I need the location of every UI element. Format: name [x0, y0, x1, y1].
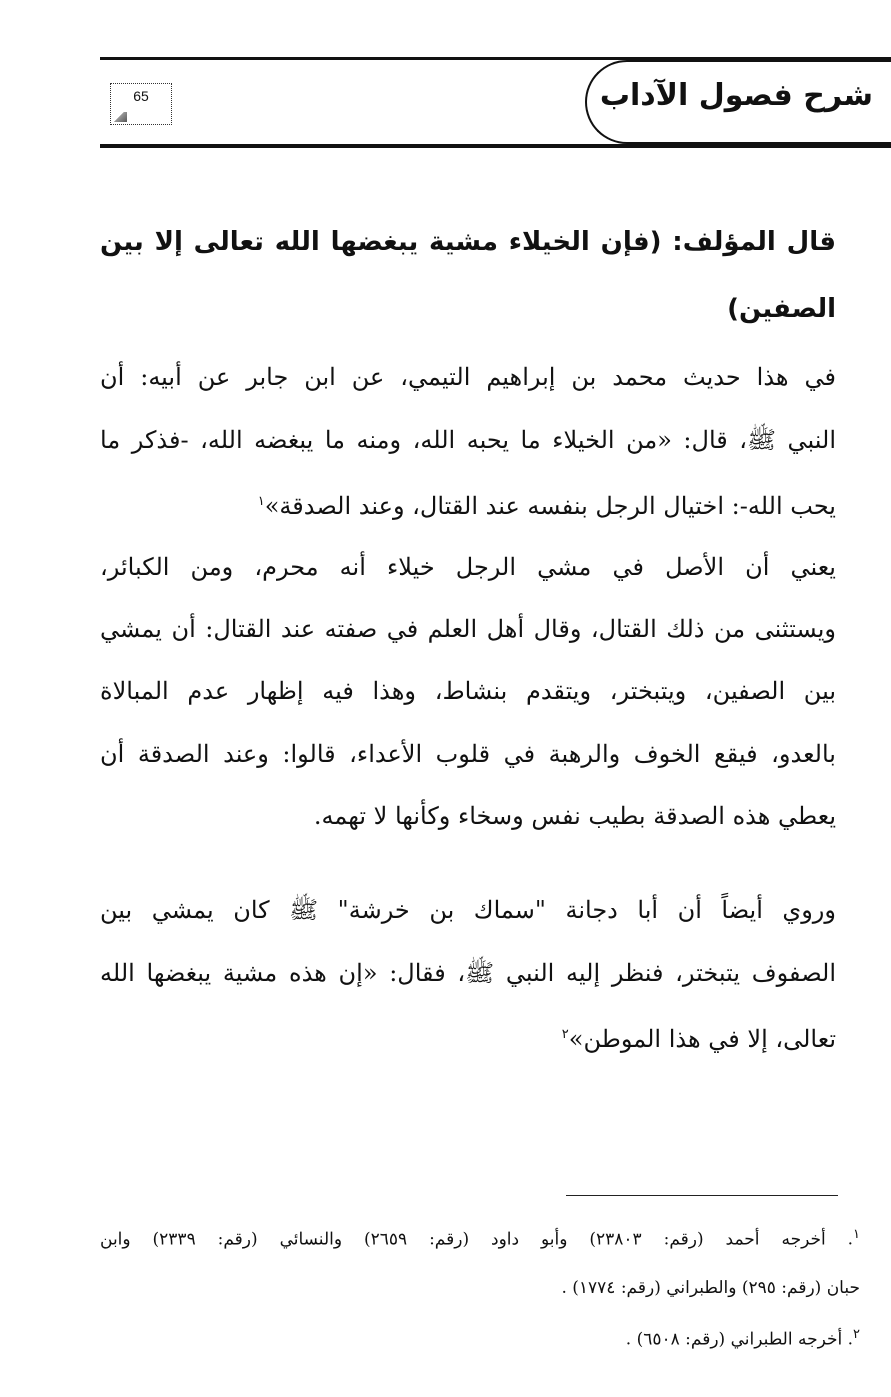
paragraph-2-line-5: يعطي هذه الصدقة بطيب نفس وسخاء وكأنها لا تهمه.	[313, 802, 836, 830]
header-bottom-rule	[100, 144, 891, 148]
footnote-1-line-1-text: . أخرجه أحمد (رقم: ٢٣٨٠٣) وأبو داود (رقم: ٢٦٥٩) والنسائي (رقم: ٢٣٣٩) وابن	[100, 1229, 854, 1250]
paragraph-2-line-2: ويستثنى من ذلك القتال، وقال أهل العلم في صفته عند القتال: أن يمشي	[100, 615, 836, 643]
heading-line-2: الصفين)	[727, 294, 836, 324]
paragraph-3-line-1: وروي أيضاً أن أبا دجانة "سماك بن خرشة" ﷺ كان يمشي بين	[100, 896, 836, 924]
paragraph-1-line-2: النبي ﷺ، قال: «من الخيلاء ما يحبه الله، ومنه ما يبغضه الله، -فذكر ما	[100, 426, 837, 454]
paragraph-2-line-4: بالعدو، فيقع الخوف والرهبة في قلوب الأعداء، قالوا: وعند الصدقة أن	[100, 740, 836, 768]
footnote-1-line-1	[100, 1222, 860, 1253]
page-number: 65	[133, 88, 149, 104]
paragraph-2-line-3: بين الصفين، ويتبختر، ويتقدم بنشاط، وهذا فيه إظهار عدم المبالاة	[100, 677, 836, 705]
paragraph-2-line-1: يعني أن الأصل في مشي الرجل خيلاء أنه محرم، ومن الكبائر،	[100, 553, 836, 581]
page-number-box	[110, 83, 172, 125]
footnote-1-line-2: حبان (رقم: ٢٩٥) والطبراني (رقم: ١٧٧٤) .	[561, 1278, 860, 1298]
footnote-separator	[566, 1195, 838, 1196]
heading-line-1: قال المؤلف: (فإن الخيلاء مشية يبغضها الله تعالى إلا بين	[100, 227, 836, 257]
footnote-marker-2: ٢	[561, 1027, 569, 1042]
paragraph-1-line-1: في هذا حديث محمد بن إبراهيم التيمي، عن ابن جابر عن أبيه: أن	[100, 363, 836, 391]
footnote-1-number: ١	[853, 1227, 861, 1242]
paragraph-3-line-2: الصفوف يتبختر، فنظر إليه النبي ﷺ، فقال: «إن هذه مشية يبغضها الله	[100, 959, 836, 987]
paragraph-1-line-3	[100, 485, 836, 523]
paragraph-3-line-3-text: تعالى، إلا في هذا الموطن»	[568, 1025, 836, 1053]
footnote-marker-1: ١	[257, 494, 265, 509]
paragraph-3-line-3	[100, 1018, 836, 1056]
paragraph-1-line-3-text: يحب الله-: اختيال الرجل بنفسه عند القتال، وعند الصدقة»	[264, 492, 836, 520]
footnote-2-line-1	[100, 1322, 860, 1353]
book-title: شرح فصول الآداب	[599, 78, 873, 113]
page-curl-icon	[113, 112, 127, 122]
footnote-2-line-1-text: . أخرجه الطبراني (رقم: ٦٥٠٨) .	[625, 1329, 854, 1350]
footnote-2-number: ٢	[853, 1327, 860, 1342]
